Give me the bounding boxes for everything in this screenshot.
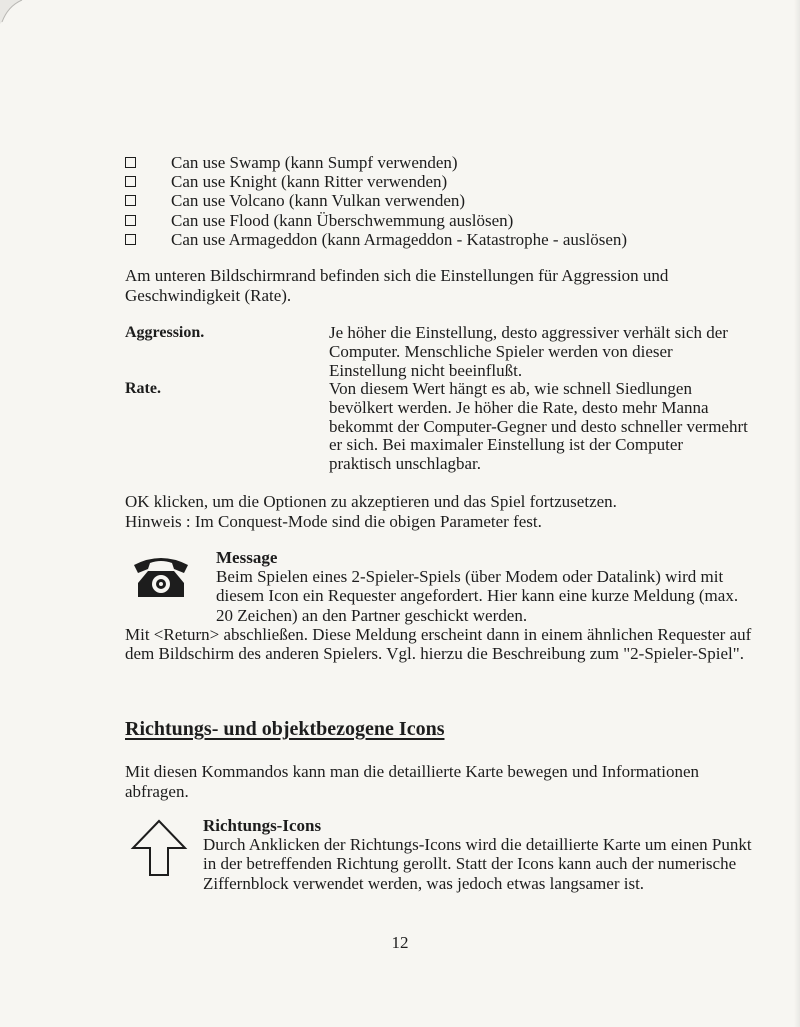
section-intro: Mit diesen Kommandos kann man die detaillierte Karte bewegen und Informationen abfragen.: [125, 762, 700, 801]
checklist-item: [125, 172, 765, 191]
aggression-description: Je höher die Einstellung, desto aggressiver verhält sich der Computer. Menschliche Spieler werden von dieser Einstellung nicht beeinflußt.: [329, 323, 728, 380]
section-heading: Richtungs- und objektbezogene Icons: [125, 718, 445, 740]
ok-instructions: [125, 492, 775, 531]
message-title: Message: [216, 548, 278, 567]
direction-icons-title: Richtungs-Icons: [203, 816, 322, 835]
checkbox-icon: [125, 234, 136, 245]
rate-description: Von diesem Wert hängt es ab, wie schnell Siedlungen bevölkert werden. Je höher die Rate, desto mehr Manna bekommt der Computer-Gegner und desto schneller vermehrt er sich. Bei maximaler Einstellung ist der Computer praktisch unschlagbar.: [329, 379, 748, 474]
page-edge-shadow: [794, 0, 800, 1027]
direction-icons-description: Durch Anklicken der Richtungs-Icons wird die detaillierte Karte um einen Punkt in der betreffenden Richtung gerollt. Statt der Icons kann auch der numerische Ziffernblock verwendet werden, was jedoch etwas langsamer ist.: [203, 835, 752, 893]
checkbox-icon: [125, 157, 136, 168]
message-description-continued: Mit <Return> abschließen. Diese Meldung erscheint dann in einem ähnlichen Requester auf dem Bildschirm des anderen Spielers. Vgl. hierzu die Beschreibung zum "2-Spieler-Spiel".: [125, 625, 752, 664]
checklist-item-label: Can use Volcano (kann Vulkan verwenden): [171, 191, 466, 211]
settings-intro: Am unteren Bildschirmrand befinden sich die Einstellungen für Aggression und Geschwindigkeit (Rate).: [125, 266, 669, 305]
checkbox-icon: [125, 195, 136, 206]
rate-term: Rate.: [125, 380, 161, 397]
checklist-item: [125, 191, 765, 210]
checklist-item: [125, 211, 765, 230]
checkbox-icon: [125, 215, 136, 226]
page-number: 12: [391, 933, 409, 952]
checklist-item-label: Can use Flood (kann Überschwemmung auslösen): [171, 210, 514, 230]
checklist-item: [125, 230, 765, 249]
conquest-note: Hinweis : Im Conquest-Mode sind die obigen Parameter fest.: [125, 511, 542, 531]
aggression-term: Aggression.: [125, 324, 205, 341]
option-checklist: [125, 153, 765, 249]
page-corner-fold: [0, 0, 40, 40]
up-arrow-icon: [130, 818, 188, 876]
checklist-item: [125, 153, 765, 172]
checkbox-icon: [125, 176, 136, 187]
checklist-item-label: Can use Swamp (kann Sumpf verwenden): [171, 153, 458, 172]
checklist-item-label: Can use Knight (kann Ritter verwenden): [171, 172, 448, 192]
checklist-item-label: Can use Armageddon (kann Armageddon - Katastrophe - auslösen): [171, 229, 628, 249]
telephone-icon: [132, 553, 190, 599]
message-description: Beim Spielen eines 2-Spieler-Spiels (über Modem oder Datalink) wird mit diesem Icon ein Requester angefordert. Hier kann eine kurze Meldung (max. 20 Zeichen) an den Partner geschickt werden.: [216, 567, 739, 625]
ok-instruction-line: OK klicken, um die Optionen zu akzeptieren und das Spiel fortzusetzen.: [125, 492, 617, 511]
